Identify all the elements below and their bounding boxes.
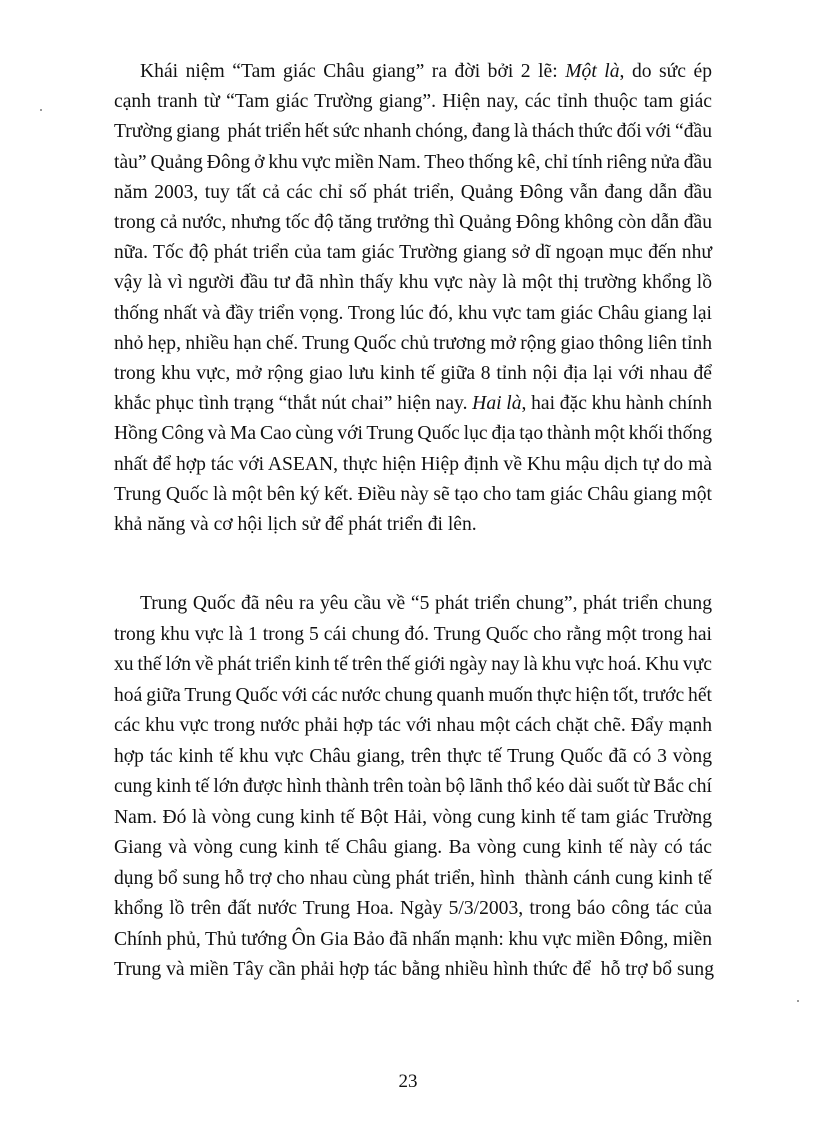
text-run: Khái niệm “Tam giác Châu giang” ra đời bởi 2 lẽ: bbox=[140, 61, 566, 82]
text-run: năm 2003, tuy tất cả các chỉ số phát triển, Quảng Đông vẫn đang dẫn đầu bbox=[114, 181, 712, 203]
text-line bbox=[114, 897, 712, 921]
text-line bbox=[114, 867, 712, 891]
text-line bbox=[114, 653, 712, 677]
italic-phrase: Một là bbox=[565, 61, 620, 82]
text-line bbox=[114, 623, 712, 647]
text-run: nhất để hợp tác với ASEAN, thực hiện Hiệp định về Khu mậu dịch tự do mà bbox=[114, 453, 712, 475]
text-run: vậy là vì người đầu tư đã nhìn thấy khu vực này là một thị trường khổng lồ bbox=[114, 272, 712, 294]
text-run: Hồng Công và Ma Cao cùng với Trung Quốc lục địa tạo thành một khối thống bbox=[114, 423, 712, 445]
text-run: , hai đặc khu hành chính bbox=[521, 393, 713, 415]
text-line bbox=[140, 60, 712, 84]
italic-phrase: Hai là bbox=[472, 393, 522, 415]
text-line bbox=[114, 181, 712, 205]
text-run: hoá giữa Trung Quốc với các nước chung quanh muốn thực hiện tốt, trước hết bbox=[114, 684, 712, 706]
scan-speck bbox=[797, 1000, 799, 1002]
text-run: nữa. Tốc độ phát triển của tam giác Trường giang sở dĩ ngoạn mục đến như bbox=[114, 242, 712, 264]
text-line bbox=[114, 684, 712, 708]
page-number: 23 bbox=[398, 1071, 418, 1092]
text-run: các khu vực trong nước phải hợp tác với nhau một cách chặt chẽ. Đẩy mạnh bbox=[114, 715, 712, 736]
text-run: Chính phủ, Thủ tướng Ôn Gia Bảo đã nhấn mạnh: khu vực miền Đông, miền bbox=[114, 928, 712, 950]
text-line bbox=[114, 513, 712, 537]
text-run: dụng bổ sung hỗ trợ cho nhau cùng phát triển, hình thành cánh cung kinh tế bbox=[114, 867, 712, 889]
text-line bbox=[114, 806, 712, 830]
text-run: Trung Quốc là một bên ký kết. Điều này sẽ tạo cho tam giác Châu giang một bbox=[114, 483, 712, 505]
text-line bbox=[114, 362, 712, 386]
text-line bbox=[114, 211, 712, 235]
text-run: Nam. Đó là vòng cung kinh tế Bột Hải, vòng cung kinh tế tam giác Trường bbox=[114, 806, 712, 828]
text-line bbox=[114, 332, 712, 356]
text-run: khả năng và cơ hội lịch sử để phát triển đi lên. bbox=[114, 514, 477, 535]
text-line bbox=[114, 958, 715, 982]
text-line bbox=[114, 392, 712, 416]
text-run: Trung và miền Tây cần phải hợp tác bằng nhiều hình thức để hỗ trợ bổ sung bbox=[114, 959, 715, 980]
scan-speck bbox=[40, 109, 42, 111]
text-run: Trung Quốc đã nêu ra yêu cầu về “5 phát triển chung”, phát triển chung bbox=[140, 593, 712, 614]
text-line bbox=[114, 90, 712, 114]
text-run: tàu” Quảng Đông ở khu vực miền Nam. Theo thống kê, chỉ tính riêng nửa đầu bbox=[114, 151, 712, 173]
text-run: trong khu vực là 1 trong 5 cái chung đó. Trung Quốc cho rằng một trong hai bbox=[114, 623, 712, 645]
text-run: khắc phục tình trạng “thắt nút chai” hiện nay. bbox=[114, 393, 473, 415]
text-line bbox=[114, 120, 712, 144]
text-line bbox=[114, 928, 712, 952]
text-run: , do sức ép bbox=[619, 61, 713, 82]
text-run: nhỏ hẹp, nhiều hạn chế. Trung Quốc chủ trương mở rộng giao thông liên tỉnh bbox=[114, 332, 712, 354]
text-run: hợp tác kinh tế khu vực Châu giang, trên thực tế Trung Quốc đã có 3 vòng bbox=[114, 745, 712, 767]
text-line bbox=[114, 151, 712, 175]
text-run: Giang và vòng cung kinh tế Châu giang. Ba vòng cung kinh tế này có tác bbox=[114, 837, 712, 858]
text-line bbox=[140, 592, 712, 616]
text-line bbox=[114, 836, 712, 860]
text-run: Trường giang phát triển hết sức nhanh chóng, đang là thách thức đối với “đầu bbox=[114, 121, 712, 143]
text-line bbox=[114, 775, 712, 799]
text-line bbox=[114, 483, 712, 507]
text-line bbox=[114, 302, 712, 326]
text-run: cung kinh tế lớn được hình thành trên toàn bộ lãnh thổ kéo dài suốt từ Bắc chí bbox=[114, 776, 712, 797]
text-line bbox=[114, 241, 712, 265]
text-line bbox=[114, 271, 712, 295]
text-line bbox=[114, 745, 712, 769]
text-run: trong khu vực, mở rộng giao lưu kinh tế giữa 8 tỉnh nội địa lại với nhau để bbox=[114, 363, 712, 384]
text-run: xu thế lớn về phát triển kinh tế trên thế giới ngày nay là khu vực hoá. Khu vực bbox=[114, 654, 712, 675]
text-line bbox=[114, 714, 712, 738]
text-run: trong cả nước, nhưng tốc độ tăng trưởng thì Quảng Đông không còn dẫn đầu bbox=[114, 212, 712, 233]
text-line bbox=[114, 453, 712, 477]
text-run: cạnh tranh từ “Tam giác Trường giang”. Hiện nay, các tỉnh thuộc tam giác bbox=[114, 91, 712, 113]
text-line bbox=[114, 422, 712, 446]
text-run: khổng lồ trên đất nước Trung Hoa. Ngày 5/3/2003, trong báo công tác của bbox=[114, 898, 712, 919]
text-run: thống nhất và đầy triển vọng. Trong lúc đó, khu vực tam giác Châu giang lại bbox=[114, 302, 712, 324]
